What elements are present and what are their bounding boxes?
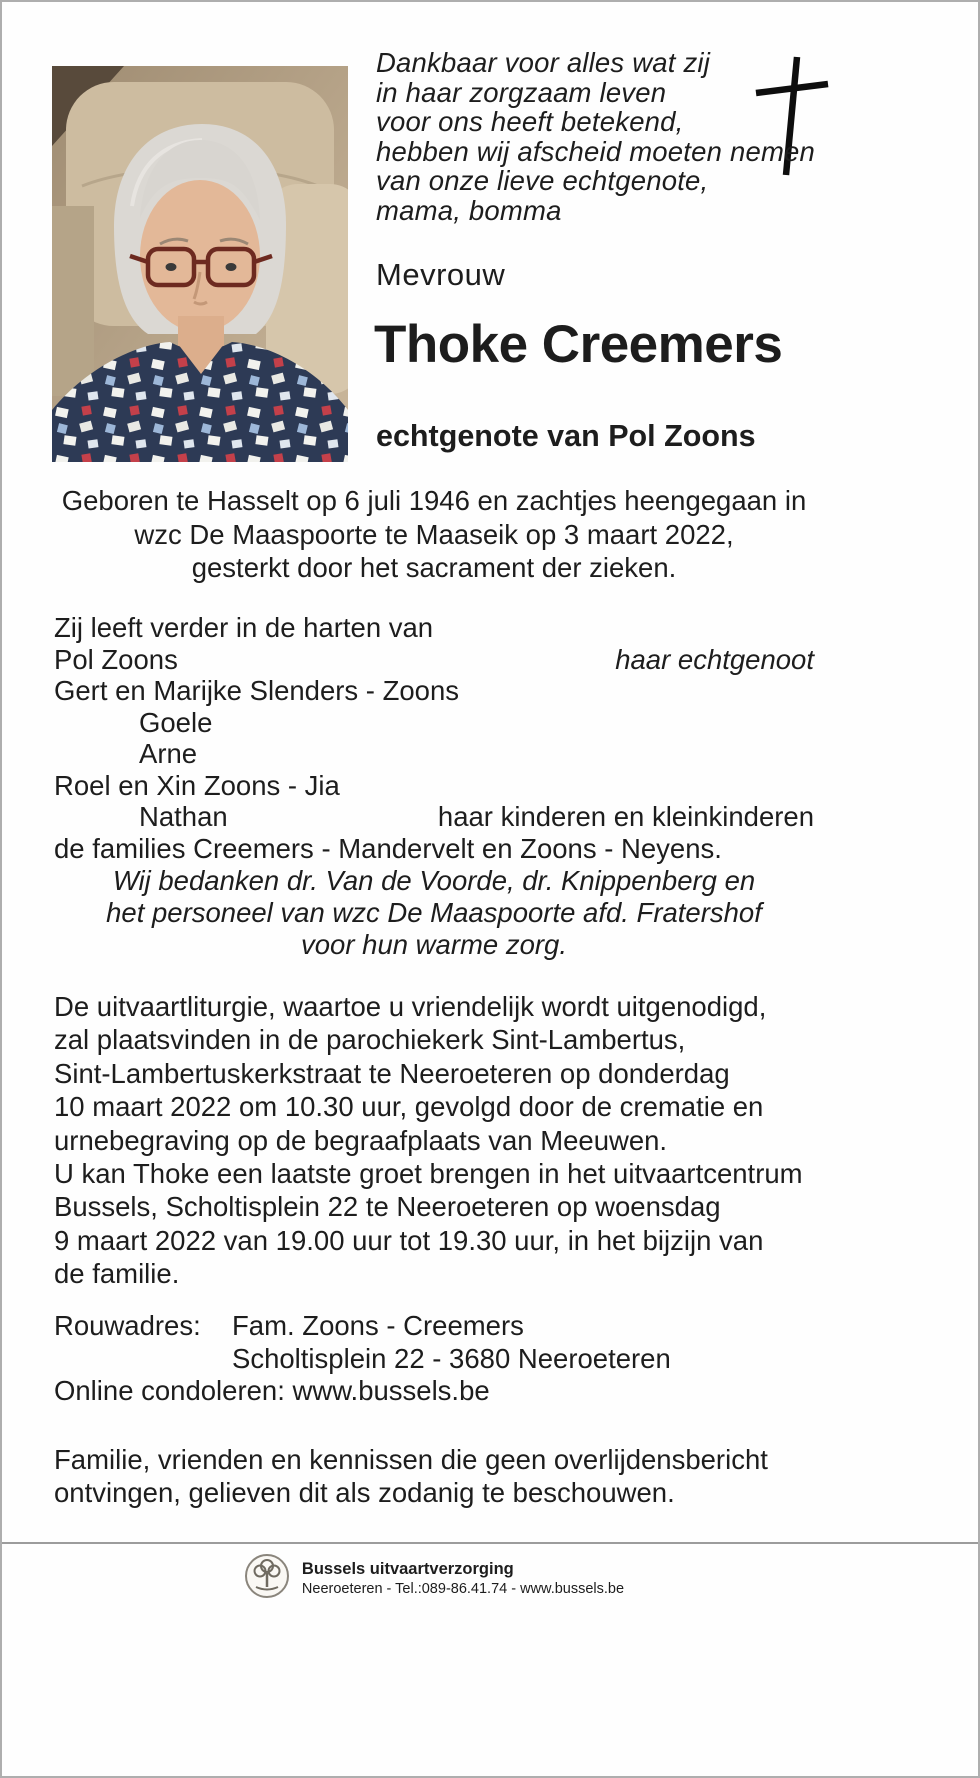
deceased-name: Thoke Creemers (374, 315, 783, 374)
opening-verse-line: Dankbaar voor alles wat zij (376, 47, 711, 78)
mourning-address-street: Scholtisplein 22 - 3680 Neeroeteren (232, 1342, 671, 1374)
child-name: Nathan (139, 801, 228, 832)
thanks-line: Wij bedanken dr. Van de Voorde, dr. Knippenberg en (112, 865, 756, 896)
child-name: Arne (139, 738, 198, 769)
footer-divider (2, 1542, 978, 1544)
footer-text (302, 1560, 624, 1597)
ceremony-line: de familie. (54, 1258, 180, 1290)
opening-verse (376, 48, 815, 226)
ceremony-line: urnebegraving op de begraafplaats van Meeuwen. (54, 1124, 668, 1156)
online-condolence: Online condoleren: www.bussels.be (54, 1375, 490, 1406)
life-dates-line: wzc De Maaspoorte te Maaseik op 3 maart 2022, (134, 518, 734, 550)
footer (54, 1553, 814, 1604)
salutation: Mevrouw (376, 257, 506, 292)
funeral-home-logo (244, 1553, 290, 1604)
portrait-illustration (52, 66, 348, 462)
family-block (54, 612, 814, 864)
ceremony-block (54, 990, 824, 1291)
life-dates (54, 484, 814, 585)
mourning-address-block (54, 1310, 814, 1408)
mourning-address-spacer (54, 1343, 232, 1376)
thanks-line: het personeel van wzc De Maaspoorte afd. Fratershof (106, 897, 762, 928)
ceremony-line: U kan Thoke een laatste groet brengen in het uitvaartcentrum (54, 1158, 803, 1190)
ceremony-line: Bussels, Scholtisplein 22 te Neeroeteren op woensdag (54, 1191, 721, 1223)
opening-verse-line: van onze lieve echtgenote, (376, 165, 709, 197)
notice-line: ontvingen, gelieven dit als zodanig te beschouwen. (54, 1477, 675, 1508)
life-dates-line: gesterkt door het sacrament der zieken. (191, 552, 677, 583)
thanks-line: voor hun warme zorg. (301, 929, 567, 960)
notice-block (54, 1443, 824, 1509)
ceremony-line: zal plaatsvinden in de parochiekerk Sint-Lambertus, (54, 1024, 686, 1056)
ceremony-line: 9 maart 2022 van 19.00 uur tot 19.30 uur, in het bijzijn van (54, 1224, 764, 1256)
relation-line: echtgenote van Pol Zoons (376, 419, 756, 453)
opening-verse-line: mama, bomma (376, 194, 562, 226)
opening-verse-line: in haar zorgzaam leven (376, 76, 667, 108)
opening-verse-line: hebben wij afscheid moeten nemen (376, 135, 816, 167)
family-intro: Zij leeft verder in de harten van (54, 612, 434, 643)
families-line: de families Creemers - Mandervelt en Zoons - Neyens. (54, 832, 722, 864)
ceremony-line: Sint-Lambertuskerkstraat te Neeroeteren op donderdag (54, 1057, 730, 1089)
life-dates-line: Geboren te Hasselt op 6 juli 1946 en zachtjes heengegaan in (61, 485, 807, 516)
mourning-address-label: Rouwadres: (54, 1310, 201, 1341)
spouse-name: Pol Zoons (54, 643, 178, 675)
ceremony-line: 10 maart 2022 om 10.30 uur, gevolgd door de crematie en (54, 1091, 764, 1123)
portrait-photo (52, 66, 348, 462)
spouse-role: haar echtgenoot (615, 643, 814, 675)
family-line: Gert en Marijke Slenders - Zoons (54, 675, 460, 706)
family-line: Roel en Xin Zoons - Jia (54, 769, 340, 801)
notice-line: Familie, vrienden en kennissen die geen overlijdensbericht (54, 1444, 768, 1475)
opening-verse-line: voor ons heeft betekend, (376, 106, 684, 138)
funeral-home-name: Bussels uitvaartverzorging (301, 1560, 514, 1578)
mourning-address-name: Fam. Zoons - Creemers (232, 1310, 524, 1341)
thanks-block (54, 865, 814, 961)
ceremony-line: De uitvaartliturgie, waartoe u vriendelijk wordt uitgenodigd, (54, 991, 767, 1022)
funeral-home-contact: Neeroeteren - Tel.:089-86.41.74 - www.bussels.be (301, 1581, 625, 1597)
child-name: Goele (139, 706, 213, 738)
children-role: haar kinderen en kleinkinderen (437, 801, 814, 832)
